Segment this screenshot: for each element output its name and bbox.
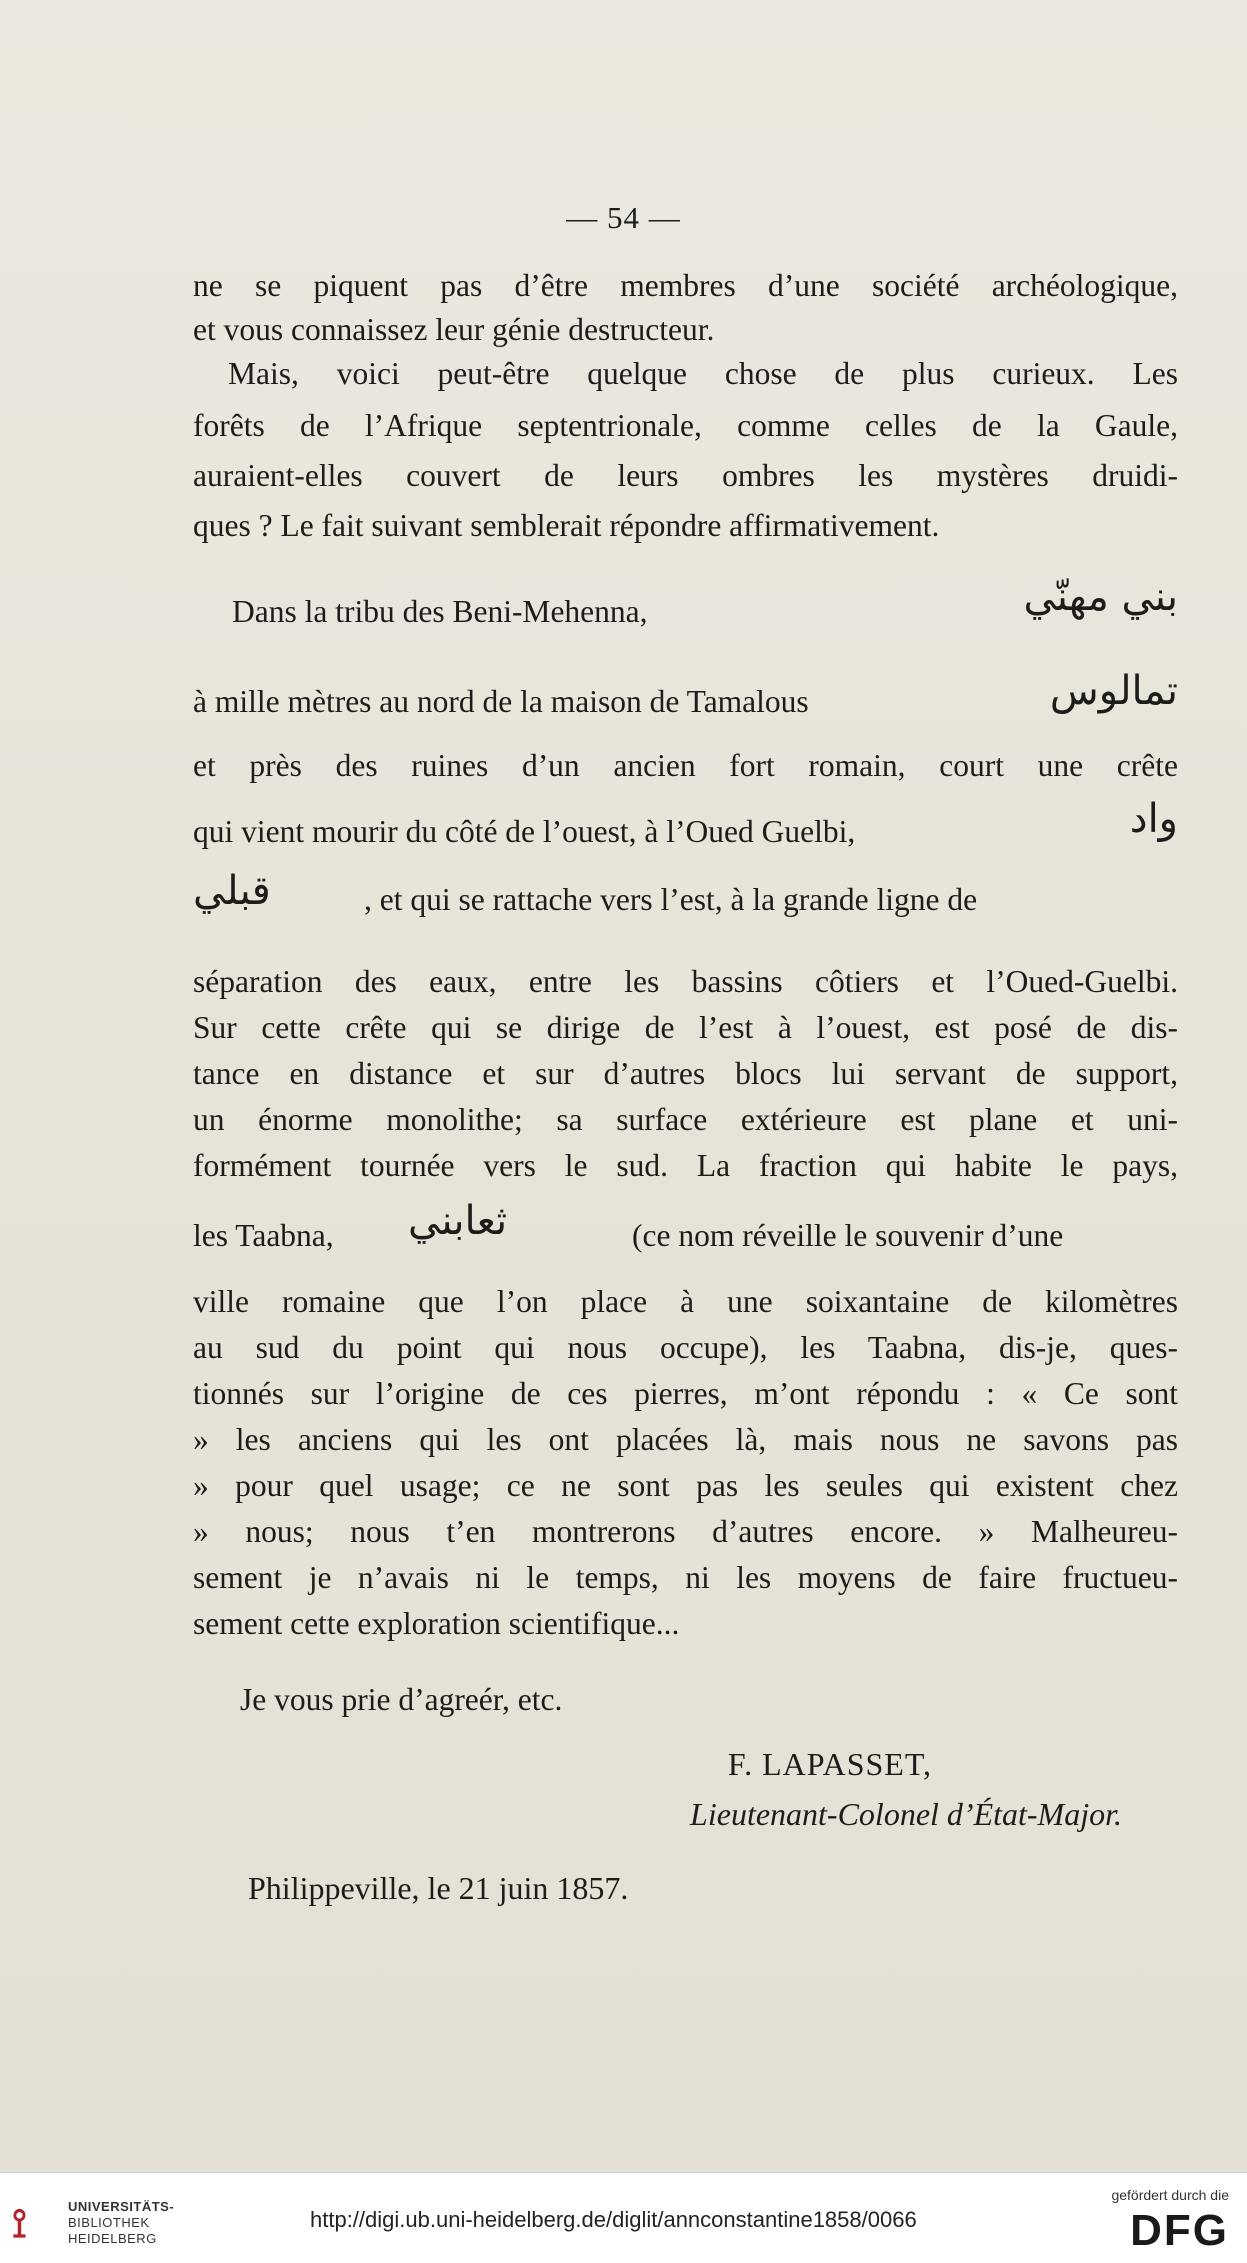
place-date: Philippeville, le 21 juin 1857. bbox=[248, 1870, 629, 1906]
library-name bbox=[68, 2199, 174, 2247]
signature-title: Lieutenant-Colonel d’État-Major. bbox=[690, 1796, 1122, 1832]
arabic-beni-mehenna: بني مهنّي bbox=[1023, 574, 1178, 620]
text-line: au sud du point qui nous occupe), les Taabna, dis-je, ques- bbox=[193, 1330, 1178, 1365]
funded-by-label: gefördert durch die bbox=[1111, 2187, 1229, 2203]
text-line: et vous connaissez leur génie destructeur. bbox=[193, 312, 715, 347]
text-line: Sur cette crête qui se dirige de l’est à l’ouest, est posé de dis- bbox=[193, 1010, 1178, 1045]
arabic-oued: واد bbox=[1129, 796, 1178, 842]
text-line: ques ? Le fait suivant semblerait répondre affirmativement. bbox=[193, 508, 940, 543]
oued-text: qui vient mourir du côté de l’ouest, à l’Oued Guelbi, bbox=[193, 814, 856, 849]
text-line: un énorme monolithe; sa surface extérieure est plane et uni- bbox=[193, 1102, 1178, 1137]
dfg-logo: DFG bbox=[1130, 2206, 1229, 2255]
arabic-taabna: ثعابني bbox=[408, 1198, 508, 1244]
text-line: » pour quel usage; ce ne sont pas les seules qui existent chez bbox=[193, 1468, 1178, 1503]
text-line: sement cette exploration scientifique... bbox=[193, 1606, 680, 1641]
beni-text: Dans la tribu des Beni-Mehenna, bbox=[232, 594, 648, 629]
text-line-guelbi: , et qui se rattache vers l’est, à la grande ligne de bbox=[364, 882, 978, 917]
permalink-url[interactable]: http://digi.ub.uni-heidelberg.de/diglit/annconstantine1858/0066 bbox=[310, 2207, 917, 2232]
library-line-2: BIBLIOTHEK bbox=[68, 2215, 150, 2230]
text-line: ne se piquent pas d’être membres d’une société archéologique, bbox=[193, 268, 1178, 303]
text-line: et près des ruines d’un ancien fort romain, court une crête bbox=[193, 748, 1178, 783]
text-line: forêts de l’Afrique septentrionale, comme celles de la Gaule, bbox=[193, 408, 1178, 443]
text-line: ville romaine que l’on place à une soixantaine de kilomètres bbox=[193, 1284, 1178, 1319]
tamalous-text: à mille mètres au nord de la maison de Tamalous bbox=[193, 684, 809, 719]
text-line: séparation des eaux, entre les bassins côtiers et l’Oued-Guelbi. bbox=[193, 964, 1178, 999]
closing-line: Je vous prie d’agreér, etc. bbox=[240, 1682, 563, 1717]
taabna-before: les Taabna, bbox=[193, 1218, 334, 1253]
library-line-1: UNIVERSITÄTS- bbox=[68, 2199, 175, 2214]
text-line: Mais, voici peut-être quelque chose de plus curieux. Les bbox=[228, 356, 1178, 391]
library-line-3: HEIDELBERG bbox=[68, 2231, 157, 2246]
text-line-oued bbox=[193, 810, 1083, 854]
text-line: sement je n’avais ni le temps, ni les moyens de faire fructueu- bbox=[193, 1560, 1178, 1595]
text-line: tionnés sur l’origine de ces pierres, m’ont répondu : « Ce sont bbox=[193, 1376, 1178, 1411]
page-number: — 54 — bbox=[566, 200, 681, 235]
digitization-footer bbox=[0, 2172, 1247, 2263]
text-line: formément tournée vers le sud. La fraction qui habite le pays, bbox=[193, 1148, 1178, 1183]
text-line: tance en distance et sur d’autres blocs lui servant de support, bbox=[193, 1056, 1178, 1091]
arabic-guelbi: قبلي bbox=[193, 868, 271, 914]
text-line-tamalous bbox=[193, 680, 1178, 724]
text-line: » les anciens qui les ont placées là, mais nous ne savons pas bbox=[193, 1422, 1178, 1457]
text-line: auraient-elles couvert de leurs ombres les mystères druidi- bbox=[193, 458, 1178, 493]
signature-name: F. LAPASSET, bbox=[727, 1746, 932, 1782]
arabic-tamalous: تمالوس bbox=[1049, 668, 1178, 714]
university-library-logo-icon: ⟟ bbox=[12, 2202, 27, 2246]
taabna-after: (ce nom réveille le souvenir d’une bbox=[632, 1218, 1064, 1253]
text-line: » nous; nous t’en montrerons d’autres encore. » Malheureu- bbox=[193, 1514, 1178, 1549]
